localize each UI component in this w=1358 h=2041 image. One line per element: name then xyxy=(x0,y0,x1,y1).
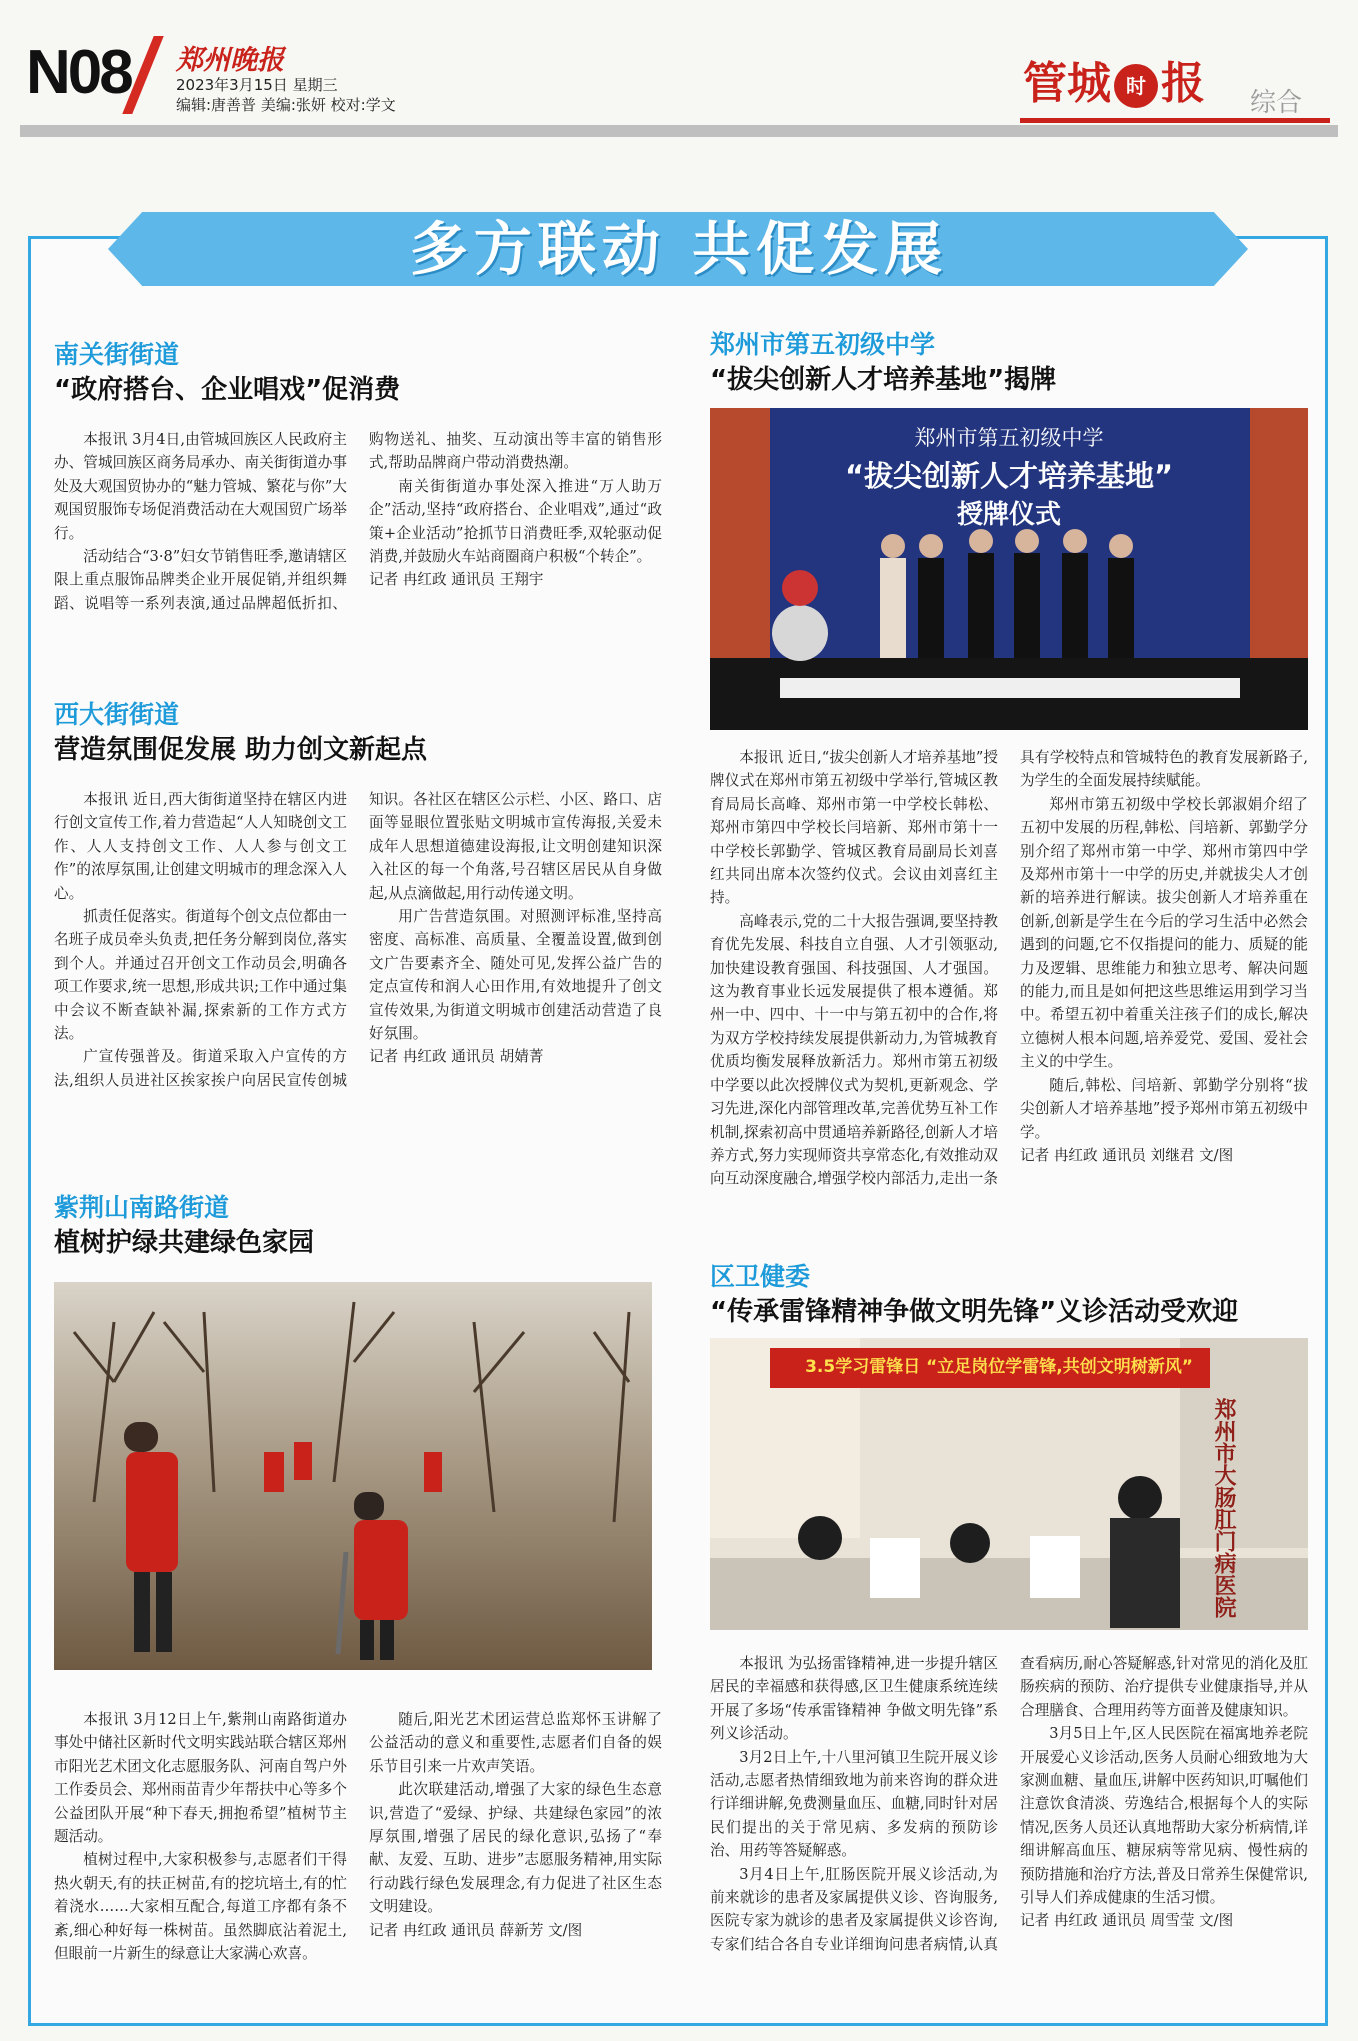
screen-line-school: 郑州市第五初级中学 xyxy=(914,426,1104,450)
paragraph: 3月2日上午,十八里河镇卫生院开展义诊活动,志愿者热情细致地为前来咨询的群众进行详细讲解,免费测量血压、血糖,同时针对居民们提出的关于常见病、多发病的预防诊治、用药等答疑解惑。 xyxy=(710,1748,998,1860)
paragraph: 高峰表示,党的二十大报告强调,要坚持教育优先发展、科技自立自强、人才引领驱动,加快建设教育强国、科技强国、人才强国。这为教育事业长远发展提供了根本遵循。郑州一中、四中、十一中与第五初中的合作,将为双方学校持续发展提供新动力,为管城教育优质均衡发展释放新活力。郑州市第五初级中学要以此次授牌仪式为契机,更新观念、学习先进,深化内部管理改革,完善优势互补工作机制,探索初高中贯通培养新路径,创新人才培养方式,努力实现师资共享常态化,有效推动双向互动深度融合,增强学校内部活力,走出一条具有学校特点和管城特色的教育发展新路子,为学生的全面发展持续赋能。 xyxy=(710,749,1308,1188)
paragraph: 本报讯 近日,西大街街道坚持在辖区内进行创文宣传工作,着力营造起“人人知晓创文工作、人人支持创文工作、人人参与创文工作”的浓厚氛围,让创建文明城市的理念深入人心。 xyxy=(54,791,347,902)
screen-line-ceremony: 授牌仪式 xyxy=(956,500,1061,530)
tree-planting-photo xyxy=(54,1282,652,1670)
paragraph: 南关街街道办事处深入推进“万人助万企”活动,坚持“政府搭台、企业唱戏”,通过“政策+企业活动”抢抓节日消费旺季,双轮驱动促消费,并鼓励火车站商圈商户积极“个转企”。 xyxy=(369,477,662,566)
free-clinic-photo xyxy=(710,1338,1308,1630)
paragraph: 植树过程中,大家积极参与,志愿者们干得热火朝天,有的扶正树苗,有的挖坑培土,有的忙着浇水……大家相互配合,每道工序都有条不紊,细心种好每一株树苗。虽然脚底沾着泥土,但眼前一片新生的绿意让大家满心欢喜。 xyxy=(54,1851,347,1963)
paragraph: 本报讯 3月12日上午,紫荆山南路街道办事处中储社区新时代文明实践站联合辖区郑州市阳光艺术团文化志愿服务队、河南自驾户外工作委员会、郑州雨苗青少年帮扶中心等多个公益团队开展“种下春天,拥抱希望”植树节主题活动。 xyxy=(54,1711,347,1846)
article-byline: 记者 冉红政 通讯员 周雪莹 文/图 xyxy=(1020,1912,1234,1930)
article-title: “传承雷锋精神争做文明先锋”义诊活动受欢迎 xyxy=(710,1297,1239,1327)
paragraph: 此次联建活动,增强了大家的绿色生态意识,营造了“爱绿、护绿、共建绿色家园”的浓厚氛围,增强了居民的绿化意识,弘扬了“奉献、友爱、互助、进步”志愿服务精神,用实际行动践行绿色发展理念,有力促进了社区生态文明建设。 xyxy=(369,1781,662,1916)
article-byline: 记者 冉红政 通讯员 薛新芳 文/图 xyxy=(369,1921,583,1939)
paragraph: 活动结合“3·8”妇女节销售旺季,邀请辖区限上重点服饰品牌类企业开展促销,并组织舞蹈、说唱等一系列表演,通过品牌超低折扣、购物送礼、抽奖、互动演出等丰富的销售形式,帮助品牌商户带动消费热潮。 xyxy=(54,431,662,612)
masthead-gray-rule xyxy=(20,125,1338,137)
article-xidajie xyxy=(54,700,662,1133)
issue-date: 2023年3月15日 星期三 xyxy=(176,76,338,94)
paragraph: 本报讯 为弘扬雷锋精神,进一步提升辖区居民的幸福感和获得感,区卫生健康系统连续开展了多场“传承雷锋精神 争做文明先锋”系列义诊活动。 xyxy=(710,1655,998,1743)
article-title: “拔尖创新人才培养基地”揭牌 xyxy=(710,365,1057,395)
paragraph: 用广告营造氛围。对照测评标准,坚持高密度、高标准、高质量、全覆盖设置,做到创文广告要素齐全、随处可见,发挥公益广告的定点宣传和润人心田作用,有效地提升了创文宣传效果,为街道文明城市创建活动营造了良好氛围。 xyxy=(369,908,662,1043)
page-number: N08 xyxy=(26,38,131,107)
section-brand xyxy=(1023,58,1205,109)
paper-name: 郑州晚报 xyxy=(176,45,284,76)
article-kicker: 紫荆山南路街道 xyxy=(54,1193,230,1222)
article-kicker: 西大街街道 xyxy=(54,700,180,729)
paragraph: 3月5日上午,区人民医院在福寓地养老院开展爱心义诊活动,医务人员耐心细致地为大家测血糖、量血压,讲解中医药知识,叮嘱他们注意饮食清淡、劳逸结合,根据每个人的实际情况,医务人员还认真地帮助大家分析病情,详细讲解高血压、糖尿病等常见病、慢性病的预防措施和治疗方法,普及日常养生保健常识,引导人们养成健康的生活习惯。 xyxy=(1020,1725,1308,1907)
brand-badge: 时 xyxy=(1114,64,1158,108)
article-zijingshan xyxy=(54,1193,662,1259)
paragraph: 随后,韩松、闫培新、郭勤学分别将“拔尖创新人才培养基地”授予郑州市第五初级中学。 xyxy=(1020,1076,1308,1141)
article-kicker: 南关街街道 xyxy=(54,340,180,369)
article-byline: 记者 冉红政 通讯员 刘继君 文/图 xyxy=(1020,1146,1234,1164)
article-kicker: 区卫健委 xyxy=(710,1262,811,1291)
paragraph: 本报讯 3月4日,由管城回族区人民政府主办、管城回族区商务局承办、南关街街道办事处及大观国贸协办的“魅力管城、繁花与你”大观国贸服饰专场促消费活动在大观国贸广场举行。 xyxy=(54,431,347,542)
article-health xyxy=(710,1262,1310,1328)
paragraph: 郑州市第五初级中学校长郭淑娟介绍了五初中发展的历程,韩松、闫培新、郭勤学分别介绍了郑州市第一中学、郑州市第四中学及郑州市第十一中学的历史,并就拔尖人才创新的培养进行解读。拔尖创新人才培养重在创新,创新是学生在今后的学习生活中必然会遇到的问题,它不仅指提问的能力、质疑的能力及逻辑、思维能力和独立思考、解决问题的能力,而且是如何把这些思维运用到学习当中。希望五初中着重关注孩子们的成长,解决立德树人根本问题,培养爱党、爱国、爱社会主义的中学生。 xyxy=(1020,795,1308,1071)
clinic-banner: 3.5学习雷锋日 “立足岗位学雷锋,共创文明树新风” xyxy=(805,1357,1193,1377)
clinic-sign: 郑州市大肠肛门病医院 xyxy=(1211,1398,1236,1618)
brand-left: 管城 xyxy=(1023,58,1111,109)
article-title: 植树护绿共建绿色家园 xyxy=(54,1228,315,1258)
article-title: 营造氛围促发展 助力创文新起点 xyxy=(54,735,428,765)
tree-planting-illustration xyxy=(54,1282,652,1670)
article-byline: 记者 冉红政 通讯员 胡婧菁 xyxy=(369,1048,544,1066)
article-byline: 记者 冉红政 通讯员 王翔宇 xyxy=(369,571,544,589)
masthead-red-rule xyxy=(1020,118,1330,123)
paragraph: 抓责任促落实。街道每个创文点位都由一名班子成员牵头负责,把任务分解到岗位,落实到个人。并通过召开创文工作动员会,明确各项工作要求,统一思想,形成共识;工作中通过集中会议不断查缺补漏,探索新的工作方式方法。 xyxy=(54,908,347,1043)
paragraph: 本报讯 近日,“拔尖创新人才培养基地”授牌仪式在郑州市第五初级中学举行,管城区教育局局长高峰、郑州市第一中学校长韩松、郑州市第四中学校长闫培新、郑州市第十一中学校长郭勤学、管城区教育局副局长刘喜红共同出席本次签约仪式。会议由刘喜红主持。 xyxy=(710,749,998,907)
paragraph: 3月4日上午,肛肠医院开展义诊活动,为前来就诊的患者及家属提供义诊、咨询服务,医院专家为就诊的患者及家属提供义诊咨询,专家们结合各自专业详细询问患者病情,认真查看病历,耐心答疑解惑,针对常见的消化及肛肠疾病的预防、治疗提供专业健康指导,并从合理膳食、合理用药等方面普及健康知识。 xyxy=(710,1655,1308,1953)
article-title: “政府搭台、企业唱戏”促消费 xyxy=(54,375,401,405)
brand-right: 报 xyxy=(1161,58,1205,109)
article-body xyxy=(54,788,662,1133)
section-name: 综合 xyxy=(1250,88,1303,118)
screen-line-base: “拔尖创新人才培养基地” xyxy=(844,459,1174,493)
editor-credits: 编辑:唐善普 美编:张妍 校对:学文 xyxy=(176,96,396,114)
article-nanguan xyxy=(54,340,662,638)
article-kicker: 郑州市第五初级中学 xyxy=(710,330,936,359)
paragraph: 广宣传强普及。街道采取入户宣传的方法,组织人员进社区挨家挨户向居民宣传创城知识。各社区在辖区公示栏、小区、路口、店面等显眼位置张贴文明城市宣传海报,关爱未成年人思想道德建设海报,让文明创建知识深入社区的每一个角落,号召辖区居民从自身做起,从点滴做起,用行动传递文明。 xyxy=(54,791,662,1089)
article-body xyxy=(54,428,662,638)
article-school xyxy=(710,330,1310,396)
article-body-zijingshan xyxy=(54,1708,662,2008)
article-body-school xyxy=(710,746,1308,1231)
plaque-ceremony-photo xyxy=(710,408,1308,730)
article-body-health xyxy=(710,1652,1308,2008)
page-headline: 多方联动 共促发展 xyxy=(409,215,949,283)
paragraph: 随后,阳光艺术团运营总监郑怀玉讲解了公益活动的意义和重要性,志愿者们自备的娱乐节目引来一片欢声笑语。 xyxy=(369,1711,662,1775)
